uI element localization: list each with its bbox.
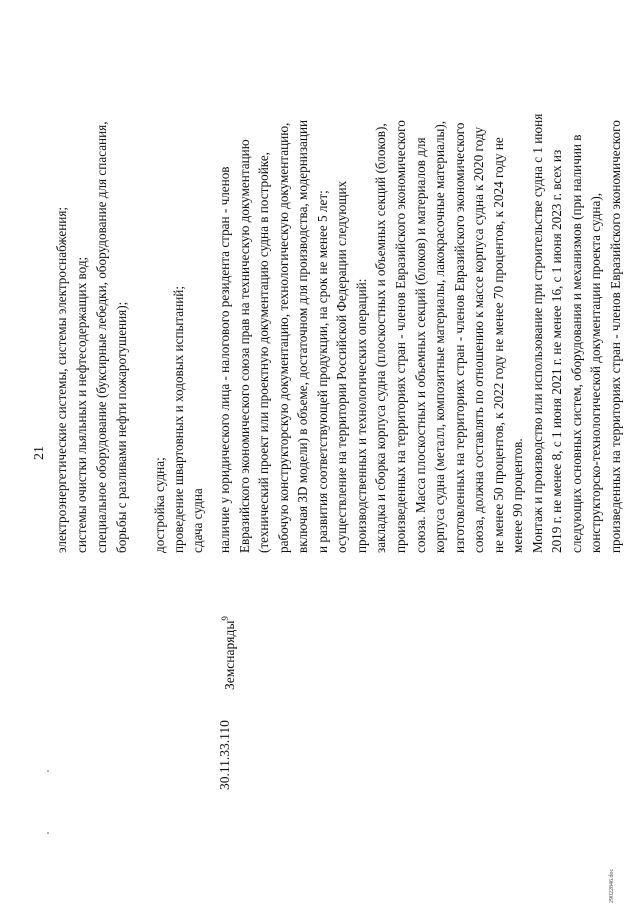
mid-lines-line: сдача судна [190,488,205,553]
top-lines-line: борьбы с разливами нефти пожаротушения); [114,301,129,553]
scan-speck [47,770,49,772]
main-lines-line: осуществление на территории Российской Федерации следующих [334,180,350,553]
main-lines-line: производственных и технологических операций: [353,278,369,553]
scan-speck [47,832,49,834]
product-name-text: Земснаряды [222,620,237,690]
main-lines-line: следующих основных систем, оборудования и механизмов (при наличии в [568,134,584,553]
main-lines-line: закладка и сборка корпуса судна (плоскостных и объемных секций (блоков), [373,123,389,553]
file-name: 29022846.doc [609,868,615,903]
main-lines-line: включая 3D модели) в объеме, достаточном для производства, модернизации [295,119,311,553]
main-lines-line: наличие у юридического лица - налогового резидента стран - членов [217,166,232,553]
main-lines-line: 2019 г. не менее 8, с 1 июня 2021 г. не менее 16, с 1 июня 2023 г. всех из [549,149,565,553]
main-lines-line: союза. Масса плоскостных и объемных секций (блоков) и материалов для [412,137,428,553]
product-name [217,616,238,690]
main-lines-line: произведенных на территориях стран - членов Евразийского экономического [608,120,623,553]
mid-lines-line: достройка судна; [152,457,167,553]
main-lines-line: менее 90 процентов. [510,438,526,553]
top-lines-line: специальное оборудование (буксирные лебедки, оборудование для спасания, [94,121,109,553]
mid-lines-line: проведение швартовных и ходовых испытаний; [171,286,186,553]
main-lines-line: рабочую конструкторскую документацию, технологическую документацию, [275,122,291,553]
main-lines-line: Евразийского экономического союза прав на техническую документацию [236,139,252,553]
main-lines-line: союза, должна составлять по отношению к массе корпуса судна к 2020 году [471,126,487,553]
product-code: 30.11.33.110 [217,720,232,790]
main-lines-line: Монтаж и производство или использование при строительстве судна с 1 июня [529,113,545,553]
main-lines-line: и развития соответствующей продукции, на срок не менее 5 лет; [314,190,330,553]
page-number: 21 [32,446,47,460]
main-lines-line: произведенных на территориях стран - членов Евразийского экономического [392,120,408,553]
main-lines-line: изготовленных на территориях стран - членов Евразийского экономического [451,122,467,553]
top-lines-line: системы очистки льяльных и нефтесодержащих вод; [74,256,89,553]
main-lines-line: конструкторско-технологической документации проекта судна), [588,192,604,553]
main-lines-line: корпуса судна (металл, композитные материалы, лакокрасочные материалы), [432,120,448,553]
main-lines-line: (технический проект или проектную документацию судна в постройке, [256,152,272,553]
main-lines-line: не менее 50 процентов, к 2022 году не менее 70 процентов, к 2024 году не [490,137,506,553]
product-name-footnote: 9 [220,616,230,621]
top-lines-line: электроэнергетические системы, системы электроснабжения; [54,206,69,553]
